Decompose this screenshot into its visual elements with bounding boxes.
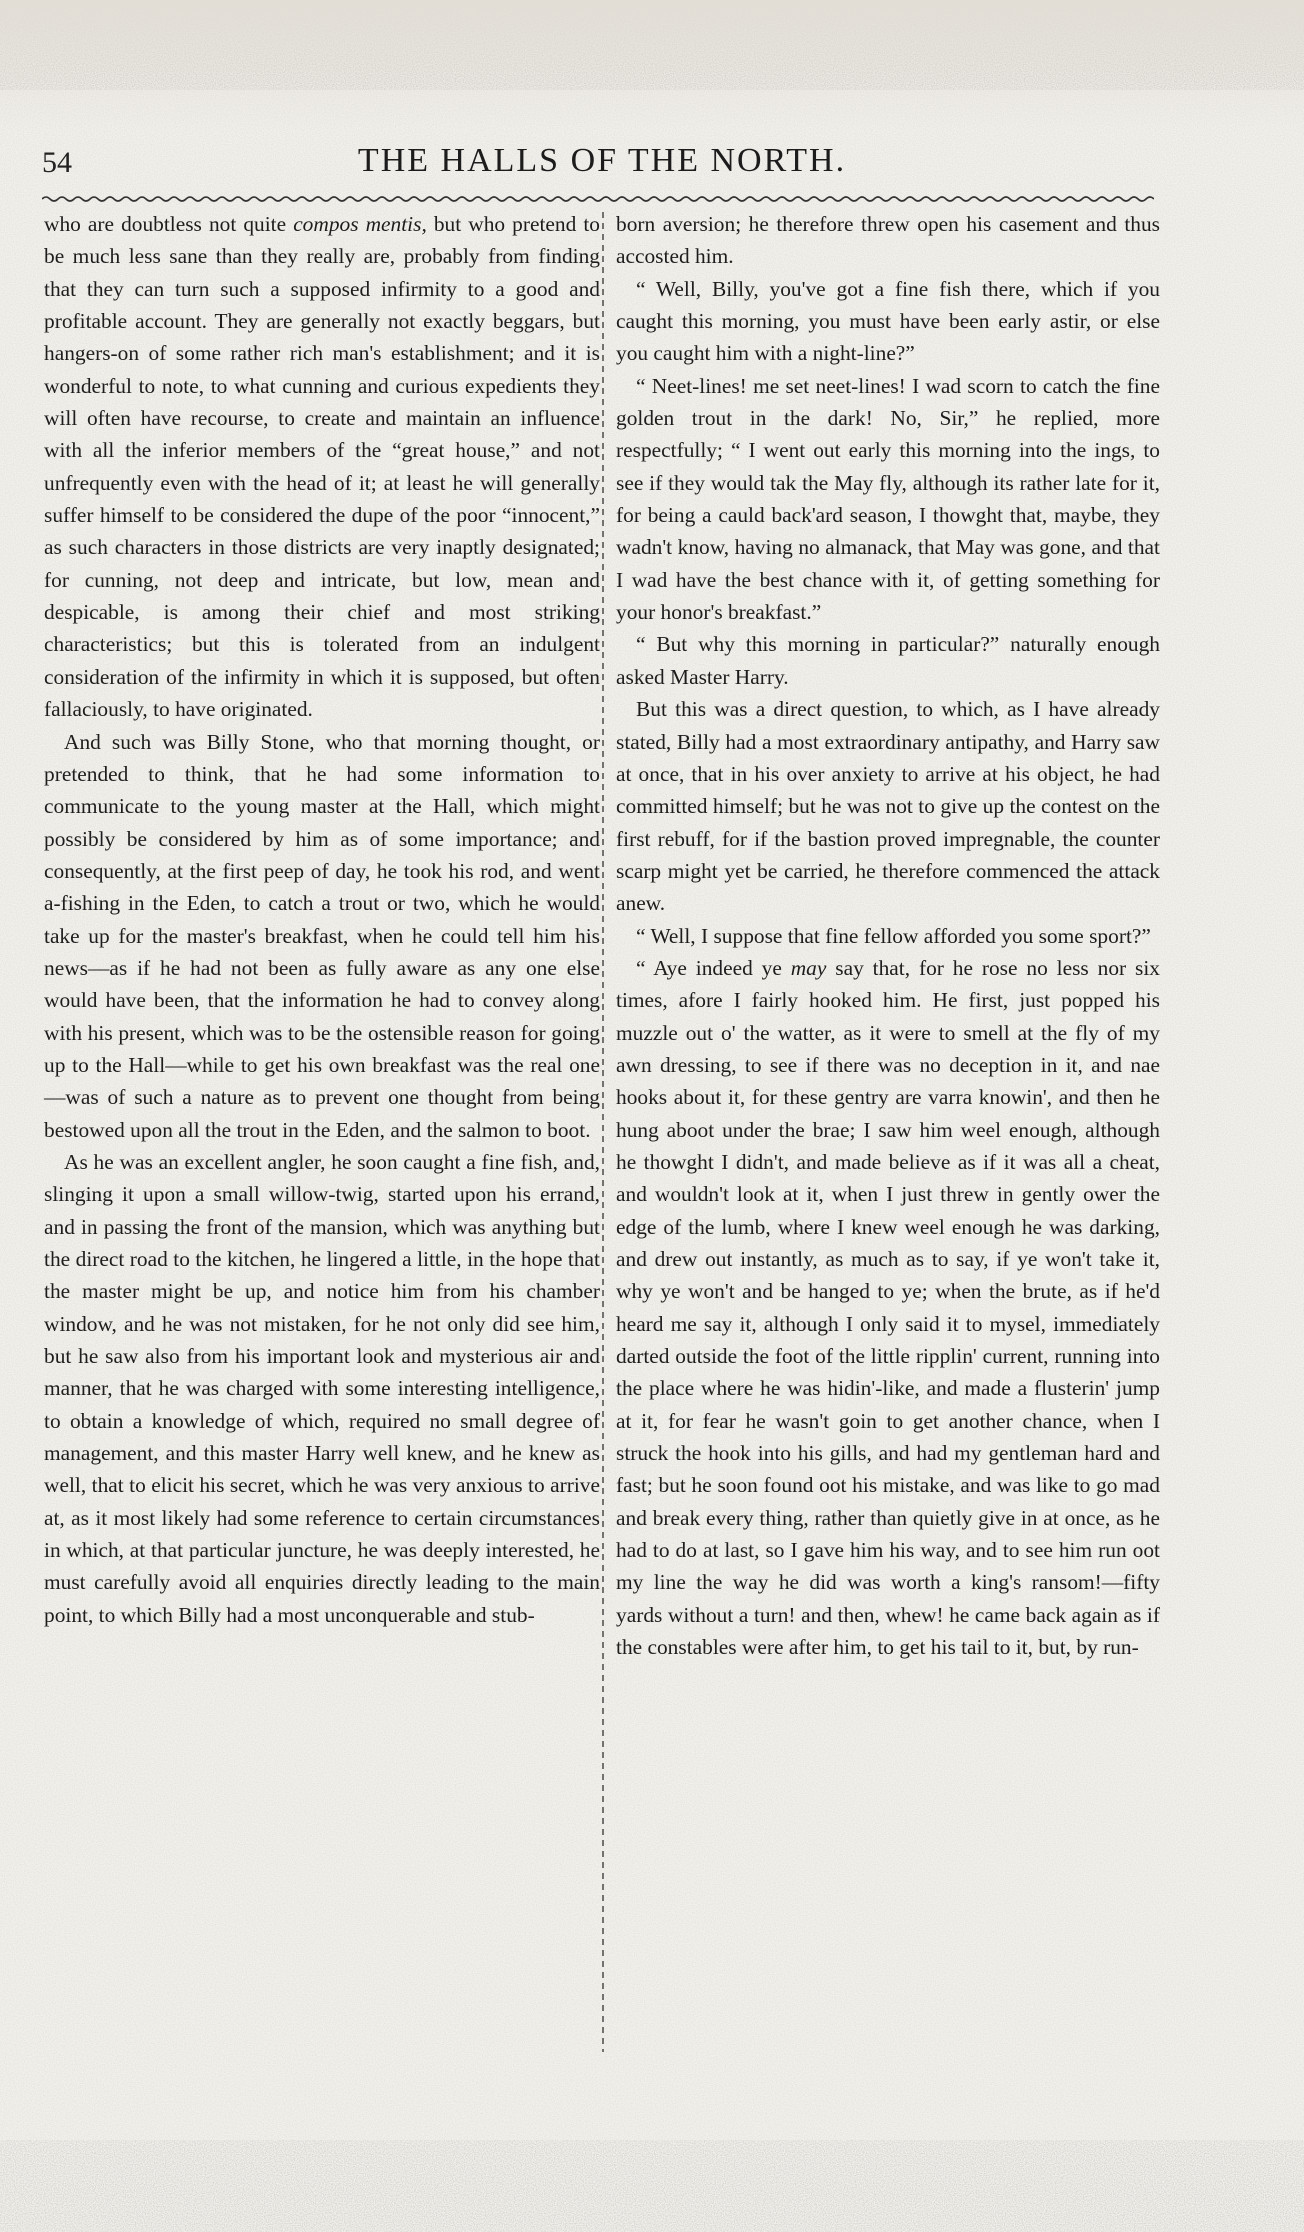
left-text-column bbox=[44, 208, 600, 1631]
paragraph: But this was a direct question, to which, as I have already stated, Billy had a most extraordinary antipathy, and Harry saw at once, that in his over anxiety to arrive at his object, he had committed himself; but he was not to give up the contest on the first rebuff, for if the bastion proved impregnable, the counter scarp might yet be carried, he therefore commenced the attack anew. bbox=[616, 697, 1160, 916]
paragraph: born aversion; he therefore threw open his casement and thus accosted him. bbox=[616, 212, 1160, 269]
paragraph-text: who are doubtless not quite bbox=[44, 212, 294, 236]
paragraph bbox=[44, 208, 600, 726]
column-divider bbox=[602, 212, 604, 2052]
paragraph: “ Neet-lines! me set neet-lines! I wad scorn to catch the fine golden trout in the dark! No, Sir,” he replied, more respectfully; “ I went out early this morning into the ings, to see if they would tak the May fly, although its rather late for it, for being a cauld back'ard season, I thowght that, maybe, they wadn't know, having no almanack, that May was gone, and that I wad have the best chance with it, of getting something for your honor's breakfast.” bbox=[616, 373, 1160, 625]
page-number: 54 bbox=[42, 146, 72, 179]
paragraph: And such was Billy Stone, who that morning thought, or pretended to think, that he had some information to communicate to the young master at the Hall, which might possibly be considered by him as of some importance; and consequently, at the first peep of day, he took his rod, and went a-fishing in the Eden, to catch a trout or two, which he would take up for the master's breakfast, when he could tell him his news—as if he had not been as fully aware as any one else would have been, that the information he had to convey along with his present, which was to be the ostensible reason for going up to the Hall—while to get his own breakfast was the real one—was of such a nature as to prevent one thought from being bestowed upon all the trout in the Eden, and the salmon to boot. bbox=[44, 729, 600, 1142]
italic-phrase: may bbox=[790, 955, 827, 980]
page-header bbox=[42, 138, 1162, 188]
running-head: THE HALLS OF THE NORTH. bbox=[357, 142, 847, 179]
paragraph: “ Well, Billy, you've got a fine fish there, which if you caught this morning, you must have been early astir, or else you caught him with a night-line?” bbox=[616, 276, 1160, 366]
paragraph bbox=[616, 952, 1160, 1664]
page-edge-shadow bbox=[0, 0, 1304, 130]
paragraph: “ Well, I suppose that fine fellow afforded you some sport?” bbox=[636, 923, 1151, 948]
paragraph-text: say that, for he rose no less nor six times, afore I fairly hooked him. He first, just popped his muzzle out o' the watter, as it were to smell at the fly of my awn dressing, to see if there was no deception in it, and nae hooks about it, for these gentry are varra knowin', and then he hung aboot under the brae; I saw him weel enough, although he thowght I didn't, and made believe as if it was all a cheat, and wouldn't look at it, when I just threw in gently ower the edge of the lumb, where I knew weel enough he was darking, and drew out instantly, as much as to say, if ye won't take it, why ye won't and be hanged to ye; when the brute, as if he'd heard me say it, although I only said it to mysel, immediately darted outside the foot of the little ripplin' current, running into the place where he was hidin'-like, and made a flusterin' jump at it, for fear he wasn't goin to get another chance, when I struck the hook into his gills, and had my gentleman hard and fast; but he soon found oot his mistake, and was like to go mad and break every thing, rather than quietly give in at once, as he had to do at last, so I gave him his way, and to see him run oot my line the way he did was worth a king's ransom!—fifty yards without a turn! and then, whew! he came back again as if the constables were after him, to get his tail to it, but, by run- bbox=[616, 955, 1160, 1660]
header-rule bbox=[42, 194, 1154, 204]
italic-phrase: compos mentis, bbox=[293, 212, 427, 236]
right-text-column bbox=[616, 208, 1160, 1663]
paragraph-text: “ Aye indeed ye bbox=[636, 955, 791, 980]
paragraph: As he was an excellent angler, he soon caught a fine fish, and, slinging it upon a small willow-twig, started upon his errand, and in passing the front of the mansion, which was anything but the direct road to the kitchen, he lingered a little, in the hope that the master might be up, and notice him from his chamber window, and he was not mistaken, for he not only did see him, but he saw also from his important look and mysterious air and manner, that he was charged with some interesting intelligence, to obtain a knowledge of which, required no small degree of management, and this master Harry well knew, and he knew as well, that to elicit his secret, which he was very anxious to arrive at, as it most likely had some reference to certain circumstances in which, at that particular juncture, he was deeply interested, he must carefully avoid all enquiries directly leading to the main point, to which Billy had a most unconquerable and stub- bbox=[44, 1149, 600, 1627]
paragraph: “ But why this morning in particular?” naturally enough asked Master Harry. bbox=[616, 632, 1160, 689]
paragraph-text: but who pretend to be much less sane than they really are, probably from finding that they can turn such a supposed infirmity to a good and profitable account. They are generally not exactly beggars, but hangers-on of some rather rich man's establishment; and it is wonderful to note, to what cunning and curious expedients they will often have recourse, to create and maintain an influence with all the inferior members of the “great house,” and not unfrequently even with the head of it; at least he will generally suffer himself to be considered the dupe of the poor “innocent,” as such characters in those districts are very inaptly designated; for cunning, not deep and intricate, but low, mean and despicable, is among their chief and most striking characteristics; but this is tolerated from an indulgent consideration of the infirmity in which it is supposed, but often fallaciously, to have originated. bbox=[44, 212, 600, 722]
